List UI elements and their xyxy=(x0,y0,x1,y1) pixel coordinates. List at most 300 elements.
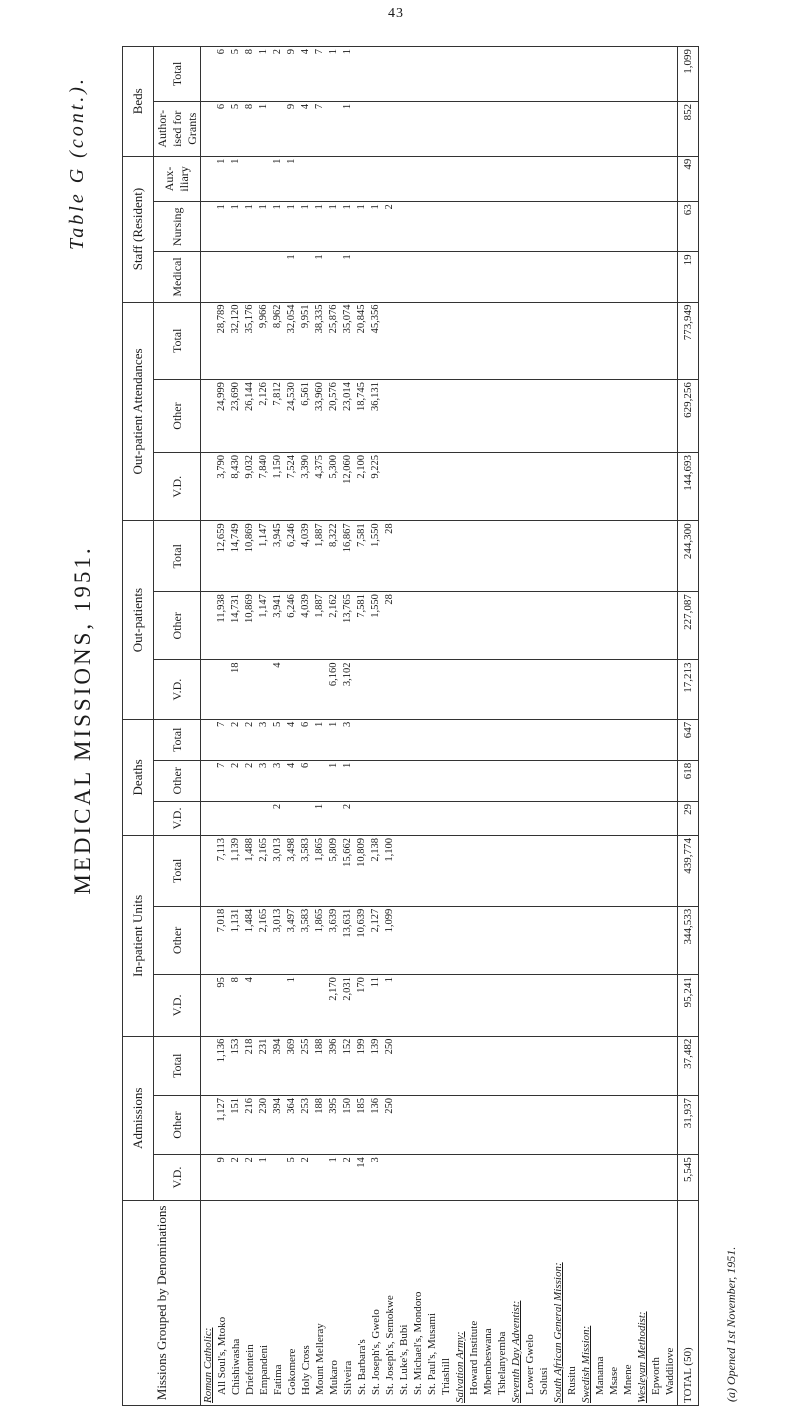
table-cell xyxy=(467,801,481,835)
table-cell xyxy=(495,380,509,453)
table-cell xyxy=(481,836,495,907)
table-cell xyxy=(579,101,593,156)
table-cell xyxy=(495,1155,509,1201)
table-cell: 5 xyxy=(271,719,285,760)
table-cell xyxy=(565,1155,579,1201)
table-cell xyxy=(523,302,537,380)
table-cell xyxy=(439,1036,453,1095)
table-cell: 4 xyxy=(285,719,299,760)
table-cell xyxy=(635,453,649,521)
table-cell xyxy=(523,156,537,202)
table-cell xyxy=(579,252,593,302)
table-cell xyxy=(607,521,621,592)
table-cell: 185 xyxy=(355,1095,369,1154)
table-cell xyxy=(649,101,663,156)
table-cell: 14 xyxy=(355,1155,369,1201)
table-cell: 3,013 xyxy=(271,906,285,974)
mission-name: All Soul's, Mtoko xyxy=(215,1200,229,1405)
table-cell xyxy=(327,156,341,202)
table-cell xyxy=(607,592,621,660)
table-cell xyxy=(565,906,579,974)
table-cell xyxy=(383,252,397,302)
table-cell: 7,581 xyxy=(355,592,369,660)
table-cell: 2 xyxy=(229,760,243,801)
table-cell: 9,966 xyxy=(257,302,271,380)
table-cell xyxy=(299,975,313,1037)
table-cell: 1 xyxy=(285,156,299,202)
table-cell: 9 xyxy=(215,1155,229,1201)
table-cell xyxy=(635,202,649,252)
denomination-label: Roman Catholic: xyxy=(201,1200,216,1405)
table-cell: 3,497 xyxy=(285,906,299,974)
table-row xyxy=(537,47,551,1406)
table-cell xyxy=(537,1095,551,1154)
table-cell: 3,941 xyxy=(271,592,285,660)
table-cell xyxy=(607,1036,621,1095)
table-cell xyxy=(243,801,257,835)
table-cell xyxy=(215,660,229,719)
mission-name: Gokomere xyxy=(285,1200,299,1405)
table-cell xyxy=(467,719,481,760)
table-cell: 16,867 xyxy=(341,521,355,592)
mission-name: St. Paul's, Musami xyxy=(425,1200,439,1405)
header-total: Total xyxy=(154,47,201,102)
table-cell xyxy=(551,1036,565,1095)
table-cell xyxy=(355,660,369,719)
table-cell: 250 xyxy=(383,1036,397,1095)
table-cell xyxy=(411,1036,425,1095)
table-cell: 7,812 xyxy=(271,380,285,453)
table-cell xyxy=(355,760,369,801)
table-cell xyxy=(453,1095,467,1154)
table-cell xyxy=(523,101,537,156)
table-cell xyxy=(439,202,453,252)
table-row xyxy=(257,47,271,1406)
table-row xyxy=(271,47,285,1406)
table-cell xyxy=(439,592,453,660)
table-cell xyxy=(481,1155,495,1201)
table-row xyxy=(369,47,383,1406)
table-cell: 153 xyxy=(229,1036,243,1095)
table-cell xyxy=(537,1155,551,1201)
table-cell xyxy=(593,1095,607,1154)
table-cell: 1 xyxy=(383,975,397,1037)
table-cell xyxy=(621,302,635,380)
table-cell: 6,246 xyxy=(285,592,299,660)
table-cell xyxy=(369,760,383,801)
table-cell xyxy=(397,975,411,1037)
table-cell xyxy=(481,156,495,202)
table-cell xyxy=(383,660,397,719)
table-cell: 8,962 xyxy=(271,302,285,380)
table-cell xyxy=(523,521,537,592)
table-cell xyxy=(341,156,355,202)
table-cell xyxy=(453,836,467,907)
table-cell: 2,126 xyxy=(257,380,271,453)
table-cell: 10,639 xyxy=(355,906,369,974)
table-cell: 1 xyxy=(341,47,355,102)
table-cell xyxy=(481,660,495,719)
table-cell xyxy=(467,975,481,1037)
table-cell: 150 xyxy=(341,1095,355,1154)
table-cell xyxy=(201,202,216,252)
table-cell xyxy=(565,760,579,801)
table-cell xyxy=(285,660,299,719)
header-outpatient-attendances: Out-patient Attendances xyxy=(123,302,154,521)
table-cell xyxy=(397,836,411,907)
table-cell: 3 xyxy=(369,1155,383,1201)
table-cell xyxy=(425,1095,439,1154)
table-cell xyxy=(607,156,621,202)
table-cell xyxy=(229,801,243,835)
table-cell xyxy=(453,380,467,453)
group-row xyxy=(635,47,649,1406)
table-cell: 1 xyxy=(285,202,299,252)
table-cell: 188 xyxy=(313,1095,327,1154)
total-cell: 1,099 xyxy=(678,47,699,102)
table-cell: 3 xyxy=(271,760,285,801)
table-cell xyxy=(271,975,285,1037)
table-cell xyxy=(537,719,551,760)
table-cell xyxy=(369,156,383,202)
table-cell xyxy=(397,101,411,156)
table-cell xyxy=(523,202,537,252)
table-cell xyxy=(565,975,579,1037)
total-label: TOTAL (50) xyxy=(678,1200,699,1405)
table-cell xyxy=(243,156,257,202)
table-cell xyxy=(481,906,495,974)
table-cell xyxy=(425,202,439,252)
total-cell: 5,545 xyxy=(678,1155,699,1201)
table-cell xyxy=(495,252,509,302)
table-cell: 2,165 xyxy=(257,906,271,974)
table-cell: 2,138 xyxy=(369,836,383,907)
table-cell: 9 xyxy=(285,47,299,102)
table-caption: Table G (cont.). xyxy=(66,76,88,250)
table-cell xyxy=(551,592,565,660)
table-cell xyxy=(383,156,397,202)
table-cell xyxy=(299,156,313,202)
table-cell xyxy=(453,453,467,521)
table-cell xyxy=(397,156,411,202)
table-cell xyxy=(481,719,495,760)
table-cell xyxy=(579,836,593,907)
table-cell xyxy=(635,101,649,156)
table-cell: 7,524 xyxy=(285,453,299,521)
mission-name: Silveira xyxy=(341,1200,355,1405)
table-cell: 2 xyxy=(299,1155,313,1201)
table-cell: 6 xyxy=(299,760,313,801)
table-cell xyxy=(383,47,397,102)
table-cell: 5 xyxy=(285,1155,299,1201)
table-row xyxy=(411,47,425,1406)
table-cell xyxy=(663,1095,678,1154)
table-cell xyxy=(621,202,635,252)
table-cell xyxy=(397,1155,411,1201)
header-other: Other xyxy=(154,760,201,801)
table-cell xyxy=(467,836,481,907)
mission-name: Manama xyxy=(593,1200,607,1405)
table-cell xyxy=(495,836,509,907)
table-cell: 1 xyxy=(313,202,327,252)
table-cell xyxy=(481,801,495,835)
table-cell xyxy=(495,719,509,760)
table-cell xyxy=(509,975,523,1037)
table-cell xyxy=(439,836,453,907)
table-cell: 23,690 xyxy=(229,380,243,453)
table-cell xyxy=(649,521,663,592)
table-cell: 1,139 xyxy=(229,836,243,907)
table-cell: 7,840 xyxy=(257,453,271,521)
table-cell xyxy=(397,592,411,660)
table-cell: 1 xyxy=(229,202,243,252)
table-cell: 11,938 xyxy=(215,592,229,660)
table-cell xyxy=(509,801,523,835)
table-row xyxy=(495,47,509,1406)
table-cell xyxy=(467,380,481,453)
table-cell: 136 xyxy=(369,1095,383,1154)
table-cell xyxy=(523,719,537,760)
table-cell: 2 xyxy=(341,1155,355,1201)
table-cell: 2,162 xyxy=(327,592,341,660)
table-cell xyxy=(453,906,467,974)
table-cell xyxy=(453,101,467,156)
table-cell xyxy=(663,202,678,252)
group-row xyxy=(509,47,523,1406)
table-cell xyxy=(495,521,509,592)
table-cell xyxy=(509,906,523,974)
table-cell xyxy=(397,521,411,592)
table-cell xyxy=(243,660,257,719)
table-cell xyxy=(565,719,579,760)
table-cell xyxy=(439,47,453,102)
table-cell xyxy=(509,1095,523,1154)
table-cell xyxy=(579,521,593,592)
total-cell: 629,256 xyxy=(678,380,699,453)
total-cell: 244,300 xyxy=(678,521,699,592)
mission-name: Holy Cross xyxy=(299,1200,313,1405)
table-cell: 36,131 xyxy=(369,380,383,453)
table-cell xyxy=(523,660,537,719)
table-cell xyxy=(565,801,579,835)
table-cell xyxy=(537,975,551,1037)
table-cell xyxy=(509,1036,523,1095)
table-cell xyxy=(201,660,216,719)
table-cell: 3 xyxy=(257,719,271,760)
table-cell xyxy=(607,1095,621,1154)
mission-name: St. Michael's, Mondoro xyxy=(411,1200,425,1405)
table-cell: 218 xyxy=(243,1036,257,1095)
table-cell: 1 xyxy=(327,1155,341,1201)
denomination-label: Salvation Army: xyxy=(453,1200,467,1405)
table-cell xyxy=(649,156,663,202)
table-cell: 12,659 xyxy=(215,521,229,592)
table-cell xyxy=(481,47,495,102)
table-cell xyxy=(663,252,678,302)
table-cell xyxy=(593,453,607,521)
table-cell: 95 xyxy=(215,975,229,1037)
table-cell: 1 xyxy=(327,202,341,252)
table-cell xyxy=(397,760,411,801)
table-cell xyxy=(411,660,425,719)
table-cell xyxy=(635,1095,649,1154)
table-cell xyxy=(397,302,411,380)
table-cell xyxy=(439,760,453,801)
header-medical: Medical xyxy=(154,252,201,302)
table-cell: 13,631 xyxy=(341,906,355,974)
total-cell: 144,693 xyxy=(678,453,699,521)
table-cell xyxy=(411,836,425,907)
table-cell xyxy=(369,801,383,835)
table-cell xyxy=(383,453,397,521)
table-cell xyxy=(607,252,621,302)
table-cell xyxy=(509,101,523,156)
table-cell: 45,356 xyxy=(369,302,383,380)
table-cell xyxy=(285,801,299,835)
table-cell xyxy=(621,380,635,453)
table-cell: 20,576 xyxy=(327,380,341,453)
table-cell xyxy=(411,719,425,760)
table-cell xyxy=(495,592,509,660)
table-cell xyxy=(565,47,579,102)
total-cell: 29 xyxy=(678,801,699,835)
table-cell xyxy=(453,302,467,380)
table-cell xyxy=(425,660,439,719)
table-row xyxy=(215,47,229,1406)
table-cell: 170 xyxy=(355,975,369,1037)
table-cell xyxy=(551,521,565,592)
table-cell: 1 xyxy=(369,202,383,252)
table-row xyxy=(481,47,495,1406)
table-cell xyxy=(495,1095,509,1154)
table-cell: 2,127 xyxy=(369,906,383,974)
table-cell xyxy=(509,202,523,252)
table-cell xyxy=(649,202,663,252)
table-cell xyxy=(537,836,551,907)
table-cell xyxy=(551,156,565,202)
table-cell xyxy=(635,719,649,760)
table-cell xyxy=(635,592,649,660)
table-cell xyxy=(453,592,467,660)
table-cell xyxy=(551,760,565,801)
table-cell xyxy=(523,453,537,521)
table-cell xyxy=(467,302,481,380)
table-cell: 2 xyxy=(271,801,285,835)
table-cell: 5 xyxy=(229,47,243,102)
table-cell xyxy=(453,1155,467,1201)
table-cell xyxy=(397,47,411,102)
table-cell xyxy=(649,592,663,660)
table-cell: 1 xyxy=(257,1155,271,1201)
table-cell: 8 xyxy=(243,47,257,102)
table-cell xyxy=(201,302,216,380)
header-admissions: Admissions xyxy=(123,1036,154,1200)
table-cell xyxy=(509,380,523,453)
table-cell xyxy=(383,1155,397,1201)
table-cell xyxy=(383,101,397,156)
table-cell xyxy=(425,719,439,760)
table-cell: 3,790 xyxy=(215,453,229,521)
table-cell: 10,869 xyxy=(243,521,257,592)
table-cell: 2,100 xyxy=(355,453,369,521)
table-cell xyxy=(593,801,607,835)
table-cell xyxy=(551,380,565,453)
table-cell xyxy=(411,592,425,660)
table-cell xyxy=(579,592,593,660)
table-cell xyxy=(509,156,523,202)
table-cell xyxy=(537,592,551,660)
table-cell xyxy=(453,156,467,202)
table-cell: 2,165 xyxy=(257,836,271,907)
table-cell xyxy=(411,906,425,974)
table-cell xyxy=(425,252,439,302)
table-cell xyxy=(439,1095,453,1154)
table-cell xyxy=(649,252,663,302)
table-row xyxy=(313,47,327,1406)
table-cell: 9,951 xyxy=(299,302,313,380)
footnote: (a) Opened 1st November, 1951. xyxy=(724,1246,738,1402)
table-cell xyxy=(453,1036,467,1095)
table-cell xyxy=(579,660,593,719)
table-cell: 1 xyxy=(327,760,341,801)
table-cell xyxy=(467,1095,481,1154)
table-cell xyxy=(453,975,467,1037)
table-cell xyxy=(481,1095,495,1154)
table-cell xyxy=(481,101,495,156)
missions-table xyxy=(122,46,699,1406)
table-cell xyxy=(635,660,649,719)
total-cell: 63 xyxy=(678,202,699,252)
table-cell xyxy=(551,302,565,380)
table-cell xyxy=(593,760,607,801)
table-cell xyxy=(621,801,635,835)
table-cell: 1 xyxy=(215,156,229,202)
table-cell xyxy=(453,760,467,801)
table-cell xyxy=(355,47,369,102)
table-cell: 2 xyxy=(243,1155,257,1201)
table-cell xyxy=(411,101,425,156)
table-cell xyxy=(201,719,216,760)
table-cell xyxy=(649,380,663,453)
table-row xyxy=(327,47,341,1406)
table-cell xyxy=(523,592,537,660)
table-cell xyxy=(411,1155,425,1201)
table-cell xyxy=(397,719,411,760)
table-cell: 4,039 xyxy=(299,592,313,660)
table-cell xyxy=(509,47,523,102)
table-cell: 26,144 xyxy=(243,380,257,453)
mission-name: St. Joseph's, Semokwe xyxy=(383,1200,397,1405)
table-cell xyxy=(593,380,607,453)
table-cell xyxy=(355,801,369,835)
table-cell xyxy=(607,975,621,1037)
table-cell: 1 xyxy=(299,202,313,252)
table-cell: 6,561 xyxy=(299,380,313,453)
table-row xyxy=(593,47,607,1406)
mission-name: Rusitu xyxy=(565,1200,579,1405)
table-row xyxy=(341,47,355,1406)
table-cell xyxy=(369,47,383,102)
table-cell xyxy=(551,101,565,156)
table-cell xyxy=(467,156,481,202)
table-cell xyxy=(313,975,327,1037)
table-cell xyxy=(593,975,607,1037)
table-cell xyxy=(439,719,453,760)
table-cell: 7,113 xyxy=(215,836,229,907)
table-cell: 7 xyxy=(215,760,229,801)
table-cell xyxy=(579,801,593,835)
table-row xyxy=(397,47,411,1406)
